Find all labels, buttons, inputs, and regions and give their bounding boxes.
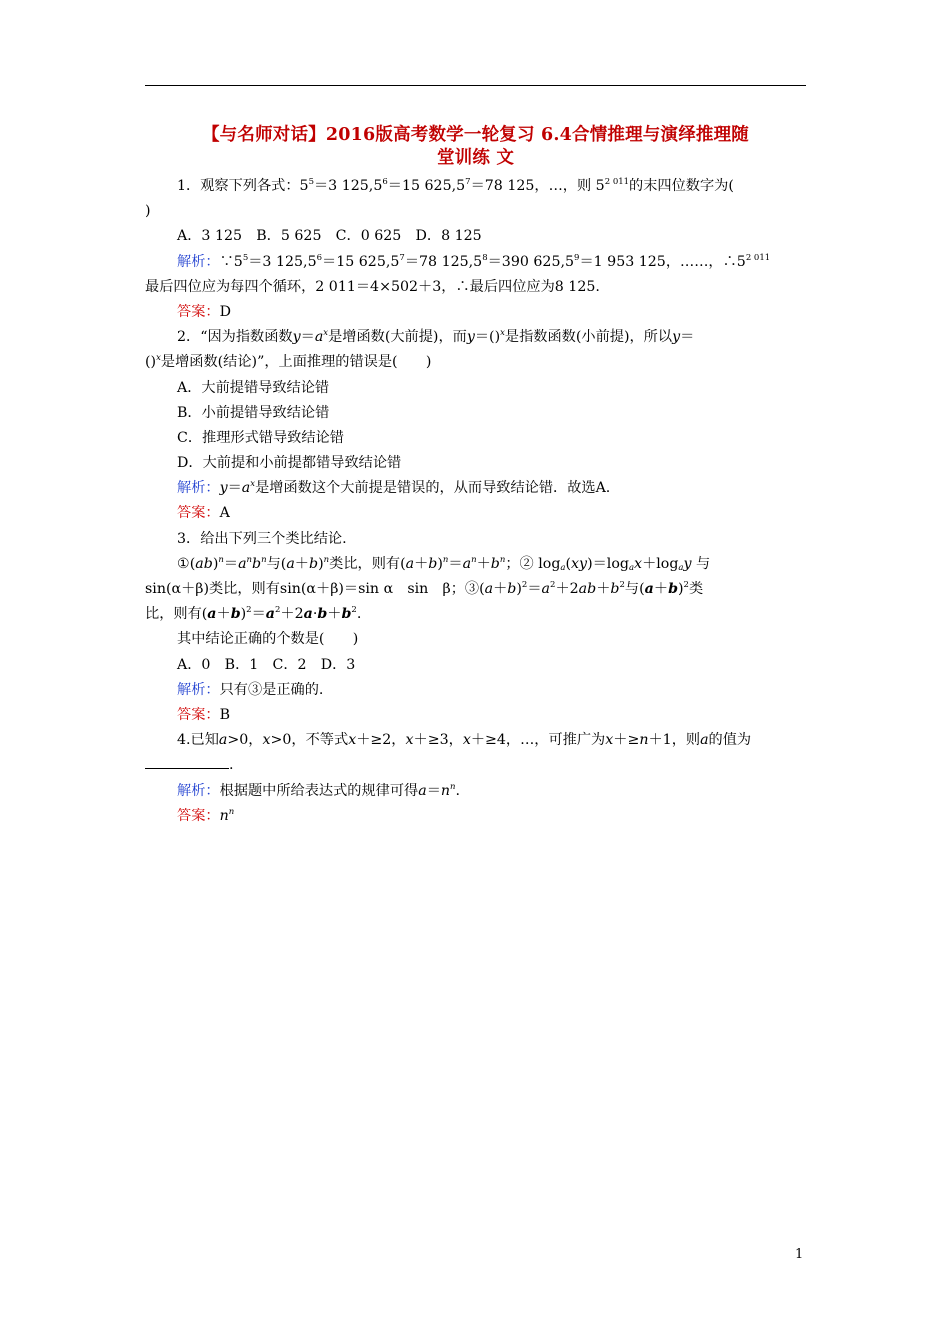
q2-option-b: B．小前提错导致结论错	[177, 404, 330, 421]
q1-answer: 答案：D	[177, 303, 231, 320]
q4-blank-line: .	[145, 753, 806, 778]
page-number: 1	[795, 1247, 804, 1262]
document-body	[145, 174, 806, 829]
q3-conclusion-line-2: sin(α＋β)类比，则有sin(α＋β)＝sin α sin β；$③(a+b)^2=a^2+2ab+b^2$与$(a+b)^2$类	[145, 580, 704, 597]
q3-question: 其中结论正确的个数是( )	[177, 631, 359, 648]
q4-stem: 4.已知a>0，x>0，不等式x＋≥2，x＋≥3，x＋≥4，…，可推广为x＋≥n＋1，则a的值为	[177, 732, 752, 749]
q2-option-a: A．大前提错导致结论错	[177, 379, 330, 396]
q2-stem: 2．“因为指数函数$y=a^x$是增函数(大前提)，而y＝()$^x$是指数函数(小前提)，所以y＝	[177, 328, 695, 346]
header-rule	[145, 85, 806, 86]
q2-stem-cont: ()$^x$是增函数(结论)”，上面推理的错误是( )	[145, 353, 432, 371]
q1-options: A．3 125 B．5 625 C．0 625 D．8 125	[177, 228, 482, 245]
q1-stem-cont: )	[145, 203, 151, 220]
q2-option-d: D．大前提和小前提都错导致结论错	[177, 455, 402, 472]
title-line-1: 【与名师对话】2016版高考数学一轮复习 6.4合情推理与演绎推理随	[201, 125, 750, 145]
document-title	[145, 124, 806, 170]
q2-analysis: 解析：$y=a^x$是增函数这个大前提是错误的，从而导致结论错．故选A.	[177, 479, 611, 497]
answer-label: 答案：	[177, 303, 220, 320]
answer-blank	[145, 756, 229, 769]
q3-stem: 3．给出下列三个类比结论.	[177, 530, 347, 547]
q4-analysis: 解析：根据题中所给表达式的规律可得$a=n^n$.	[177, 781, 461, 799]
q1-analysis: 解析：$\because 5^5=3$ $125,5^6=15$ $625,5^7=78$ $125,5^8=390$ $625,5^9=1$ 953 125，……，$\therefore 5^{2 011}$	[177, 252, 771, 270]
q1-stem: 1．观察下列各式：$5^5=3$ $125,5^6=15$ $625,5^7=78$ 125，…，则 $5^{2 011}$的末四位数字为(	[177, 177, 734, 194]
q3-answer: 答案：B	[177, 706, 231, 723]
q2-answer: 答案：A	[177, 505, 230, 522]
title-line-2: 堂训练 文	[436, 148, 515, 168]
q3-conclusion-line-1: $①(ab)^n=a^nb^n$与$(a+b)^n$类比，则有$(a+b)^n=a^n+b^n$；② $\log_a(xy)=\log_ax+\log_ay$ 与	[177, 554, 711, 573]
q1-analysis-cont: 最后四位应为每四个循环，2 011＝4×502＋3，∴最后四位应为8 125.	[145, 278, 600, 295]
q3-conclusion-line-3: 比，则有$(a+b)^2=a^2+2a\cdot b+b^2$.	[145, 605, 362, 623]
q2-option-c: C．推理形式错导致结论错	[177, 429, 344, 446]
q4-answer: 答案：$n^n$	[177, 806, 235, 824]
analysis-label: 解析：	[177, 253, 220, 270]
q3-analysis: 解析：只有③是正确的.	[177, 681, 324, 698]
q3-options: A．0 B．1 C．2 D．3	[177, 656, 356, 673]
